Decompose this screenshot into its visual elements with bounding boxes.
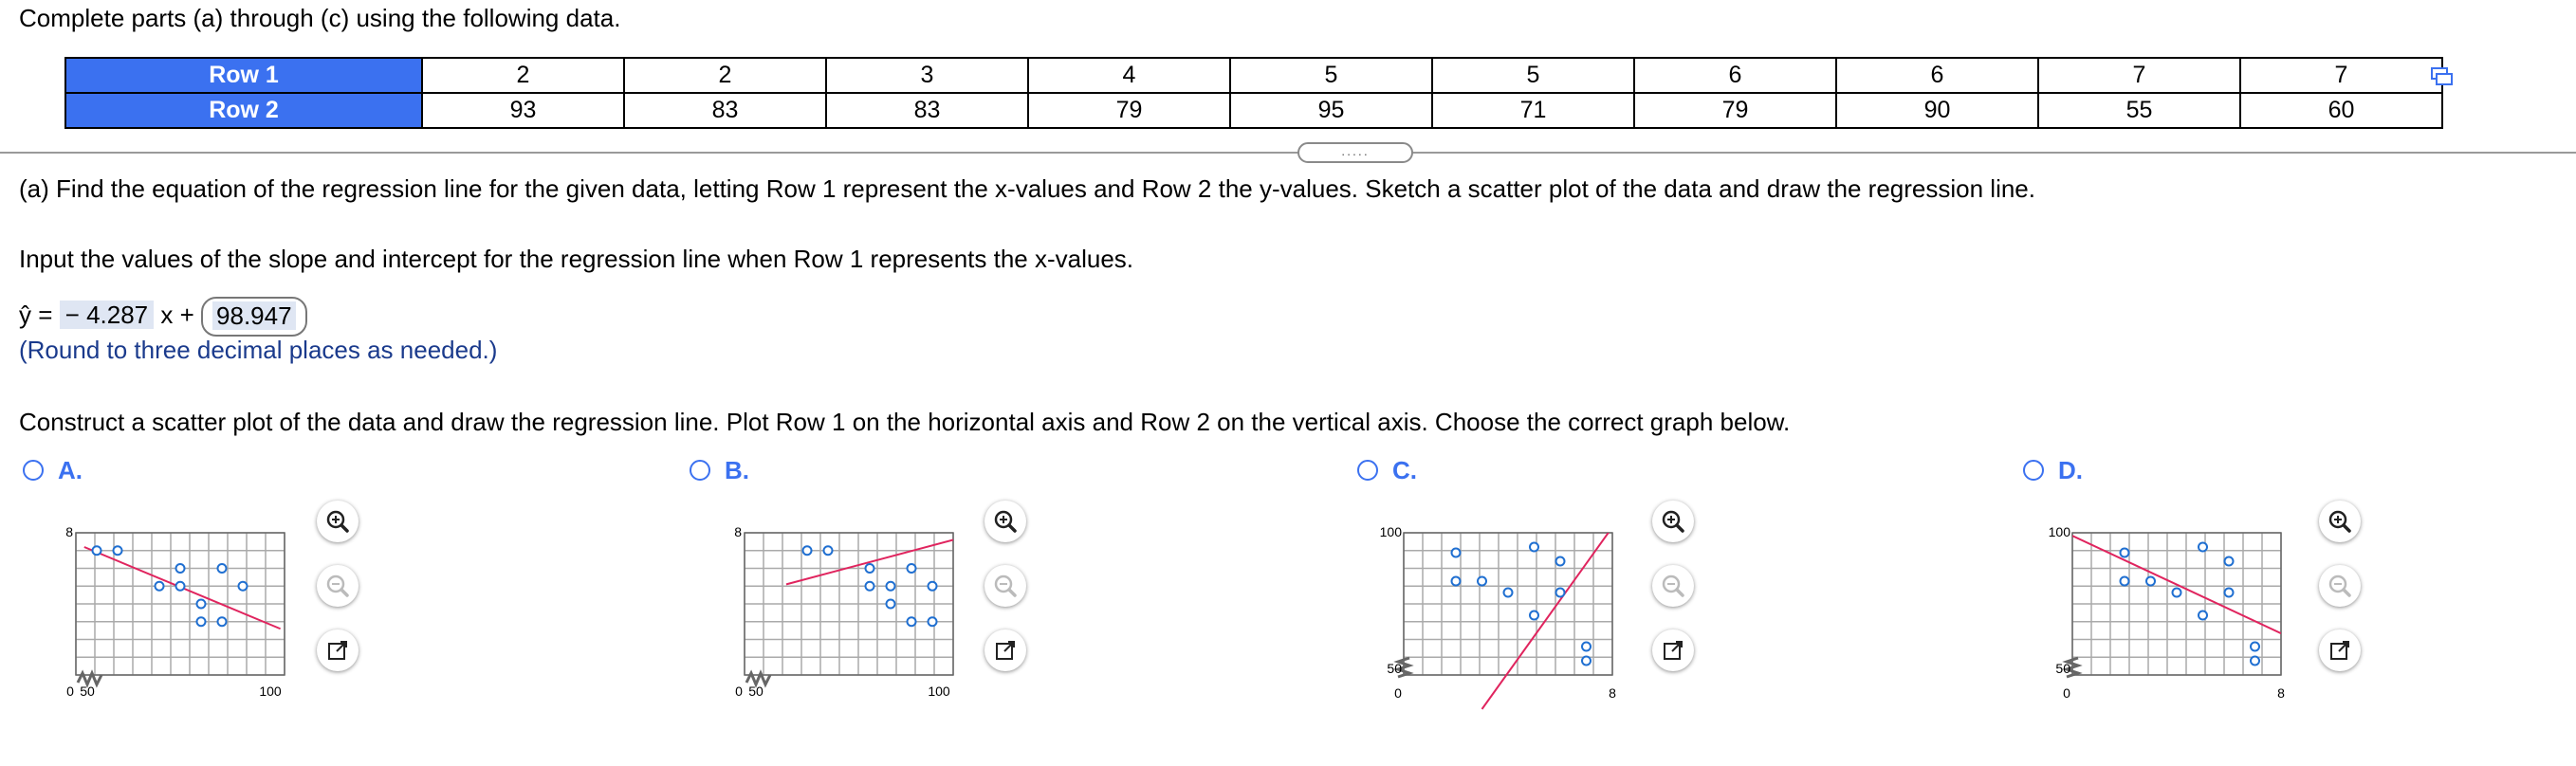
graph-d-zoom-out-button[interactable]: [2319, 565, 2361, 607]
graph-a-zoom-in-button[interactable]: [317, 501, 359, 542]
input-prompt: Input the values of the slope and intercept for the regression line when Row 1 represents the x-values.: [19, 245, 1134, 273]
row2-header: Row 2: [65, 93, 422, 128]
yhat-label: ŷ =: [19, 301, 53, 329]
zoom-out-icon: [1652, 565, 1694, 607]
graph-d-svg: [2048, 520, 2300, 728]
table-cell: 90: [1836, 93, 2038, 128]
option-d-radio[interactable]: [2023, 460, 2044, 481]
zoom-in-icon: [984, 501, 1026, 542]
zoom-in-icon: [1652, 501, 1694, 542]
graph-d-zoom-in-button[interactable]: [2319, 501, 2361, 542]
x-tick-label: 0: [2063, 685, 2070, 701]
pop-out-icon: [984, 629, 1026, 671]
intercept-answer[interactable]: 98.947: [212, 301, 296, 330]
data-point: [866, 582, 874, 591]
graph-b-pop-out-button[interactable]: [984, 629, 1026, 671]
table-cell: 83: [826, 93, 1028, 128]
graph-b-zoom-in-button[interactable]: [984, 501, 1026, 542]
data-point: [239, 582, 248, 591]
y-tick-label: 50: [1387, 661, 1402, 676]
graph-c-svg: [1379, 520, 1631, 728]
y-tick-label: 100: [1379, 524, 1402, 539]
row1-header: Row 1: [65, 58, 422, 93]
data-point: [1556, 557, 1565, 566]
x-tick-label: 100: [259, 684, 282, 699]
data-point: [1530, 611, 1538, 620]
data-point: [887, 582, 895, 591]
data-point: [1452, 577, 1461, 586]
data-point: [929, 617, 937, 626]
data-point: [1530, 543, 1538, 552]
table-cell: 5: [1230, 58, 1432, 93]
table-cell: 7: [2240, 58, 2442, 93]
data-point: [176, 582, 185, 591]
option-c-label[interactable]: C.: [1392, 456, 1417, 484]
data-point: [2225, 589, 2234, 597]
table-cell: 2: [624, 58, 826, 93]
table-cell: 71: [1432, 93, 1634, 128]
pop-out-icon: [317, 629, 359, 671]
regression-equation: [19, 297, 307, 337]
data-point: [1478, 577, 1486, 586]
data-point: [197, 617, 206, 626]
table-cell: 5: [1432, 58, 1634, 93]
option-d-label[interactable]: D.: [2058, 456, 2083, 484]
x-tick-label: 50: [748, 684, 764, 699]
scatter-prompt: Construct a scatter plot of the data and draw the regression line. Plot Row 1 on the horizontal axis and Row 2 on the vertical axis. Choose the correct graph below.: [19, 408, 1791, 436]
option-b-radio[interactable]: [690, 460, 710, 481]
graph-a: [57, 520, 304, 733]
data-point: [908, 617, 916, 626]
copy-table-icon[interactable]: [2431, 66, 2454, 87]
zoom-out-icon: [2319, 565, 2361, 607]
data-point: [93, 546, 101, 555]
data-point: [2199, 611, 2207, 620]
table-cell: 83: [624, 93, 826, 128]
graph-d: [2048, 520, 2300, 733]
data-point: [1582, 657, 1591, 666]
table-cell: 6: [1634, 58, 1836, 93]
graph-b-svg: [726, 520, 972, 728]
table-cell: 79: [1028, 93, 1230, 128]
pop-out-icon: [2319, 629, 2361, 671]
rounding-hint: (Round to three decimal places as needed.): [19, 336, 498, 364]
data-point: [197, 600, 206, 609]
x-tick-label: 8: [2277, 685, 2285, 701]
x-tick-label: 50: [80, 684, 95, 699]
table-row: [65, 93, 2442, 128]
y-tick-label: 8: [65, 524, 73, 539]
data-point: [218, 617, 227, 626]
y-tick-label: 8: [734, 524, 742, 539]
data-point: [908, 564, 916, 573]
regression-line: [786, 540, 953, 585]
graph-c-pop-out-button[interactable]: [1652, 629, 1694, 671]
option-a-radio[interactable]: [23, 460, 44, 481]
data-point: [1504, 589, 1513, 597]
x-tick-label: 8: [1609, 685, 1616, 701]
data-point: [2251, 657, 2259, 666]
table-cell: 7: [2038, 58, 2240, 93]
data-point: [824, 546, 833, 555]
data-point: [2121, 549, 2129, 557]
table-cell: 93: [422, 93, 624, 128]
data-point: [2199, 543, 2207, 552]
data-point: [1556, 589, 1565, 597]
data-point: [2173, 589, 2181, 597]
data-point: [1582, 643, 1591, 651]
data-point: [2251, 643, 2259, 651]
table-row: [65, 58, 2442, 93]
data-point: [156, 582, 164, 591]
table-cell: 55: [2038, 93, 2240, 128]
table-cell: 4: [1028, 58, 1230, 93]
x-tick-label: 0: [66, 684, 74, 699]
x-tick-label: 100: [928, 684, 950, 699]
data-point: [1452, 549, 1461, 557]
data-point: [2121, 577, 2129, 586]
table-cell: 95: [1230, 93, 1432, 128]
zoom-out-icon: [984, 565, 1026, 607]
table-cell: 79: [1634, 93, 1836, 128]
option-c-radio[interactable]: [1357, 460, 1378, 481]
x-plus-label: x +: [160, 301, 194, 329]
graph-b-zoom-out-button[interactable]: [984, 565, 1026, 607]
data-point: [887, 600, 895, 609]
zoom-out-icon: [317, 565, 359, 607]
graph-a-svg: [57, 520, 304, 728]
slope-answer[interactable]: − 4.287: [60, 301, 154, 329]
graph-a-pop-out-button[interactable]: [317, 629, 359, 671]
data-point: [2225, 557, 2234, 566]
part-a-prompt: (a) Find the equation of the regression line for the given data, letting Row 1 represent the x-values and Row 2 the y-values. Sketch a scatter plot of the data and draw the regression line.: [19, 174, 2035, 203]
data-point: [866, 564, 874, 573]
divider-handle[interactable]: .....: [1297, 142, 1413, 163]
x-tick-label: 0: [1394, 685, 1402, 701]
zoom-in-icon: [317, 501, 359, 542]
data-point: [218, 564, 227, 573]
graph-a-zoom-out-button[interactable]: [317, 565, 359, 607]
data-point: [176, 564, 185, 573]
option-b-label[interactable]: B.: [725, 456, 749, 484]
graph-c: [1379, 520, 1631, 733]
instructions: Complete parts (a) through (c) using the following data.: [19, 4, 621, 32]
data-point: [2146, 577, 2155, 586]
graph-c-zoom-in-button[interactable]: [1652, 501, 1694, 542]
table-cell: 6: [1836, 58, 2038, 93]
x-tick-label: 0: [735, 684, 743, 699]
data-point: [114, 546, 122, 555]
graph-b: [726, 520, 972, 733]
pop-out-icon: [1652, 629, 1694, 671]
data-point: [803, 546, 812, 555]
option-a-label[interactable]: A.: [58, 456, 83, 484]
data-table: [64, 57, 2443, 129]
section-divider: [0, 152, 2576, 154]
zoom-in-icon: [2319, 501, 2361, 542]
table-cell: 2: [422, 58, 624, 93]
intercept-field[interactable]: [201, 297, 307, 337]
y-tick-label: 50: [2055, 661, 2070, 676]
graph-d-pop-out-button[interactable]: [2319, 629, 2361, 671]
table-cell: 3: [826, 58, 1028, 93]
y-tick-label: 100: [2048, 524, 2070, 539]
graph-c-zoom-out-button[interactable]: [1652, 565, 1694, 607]
data-point: [929, 582, 937, 591]
table-cell: 60: [2240, 93, 2442, 128]
